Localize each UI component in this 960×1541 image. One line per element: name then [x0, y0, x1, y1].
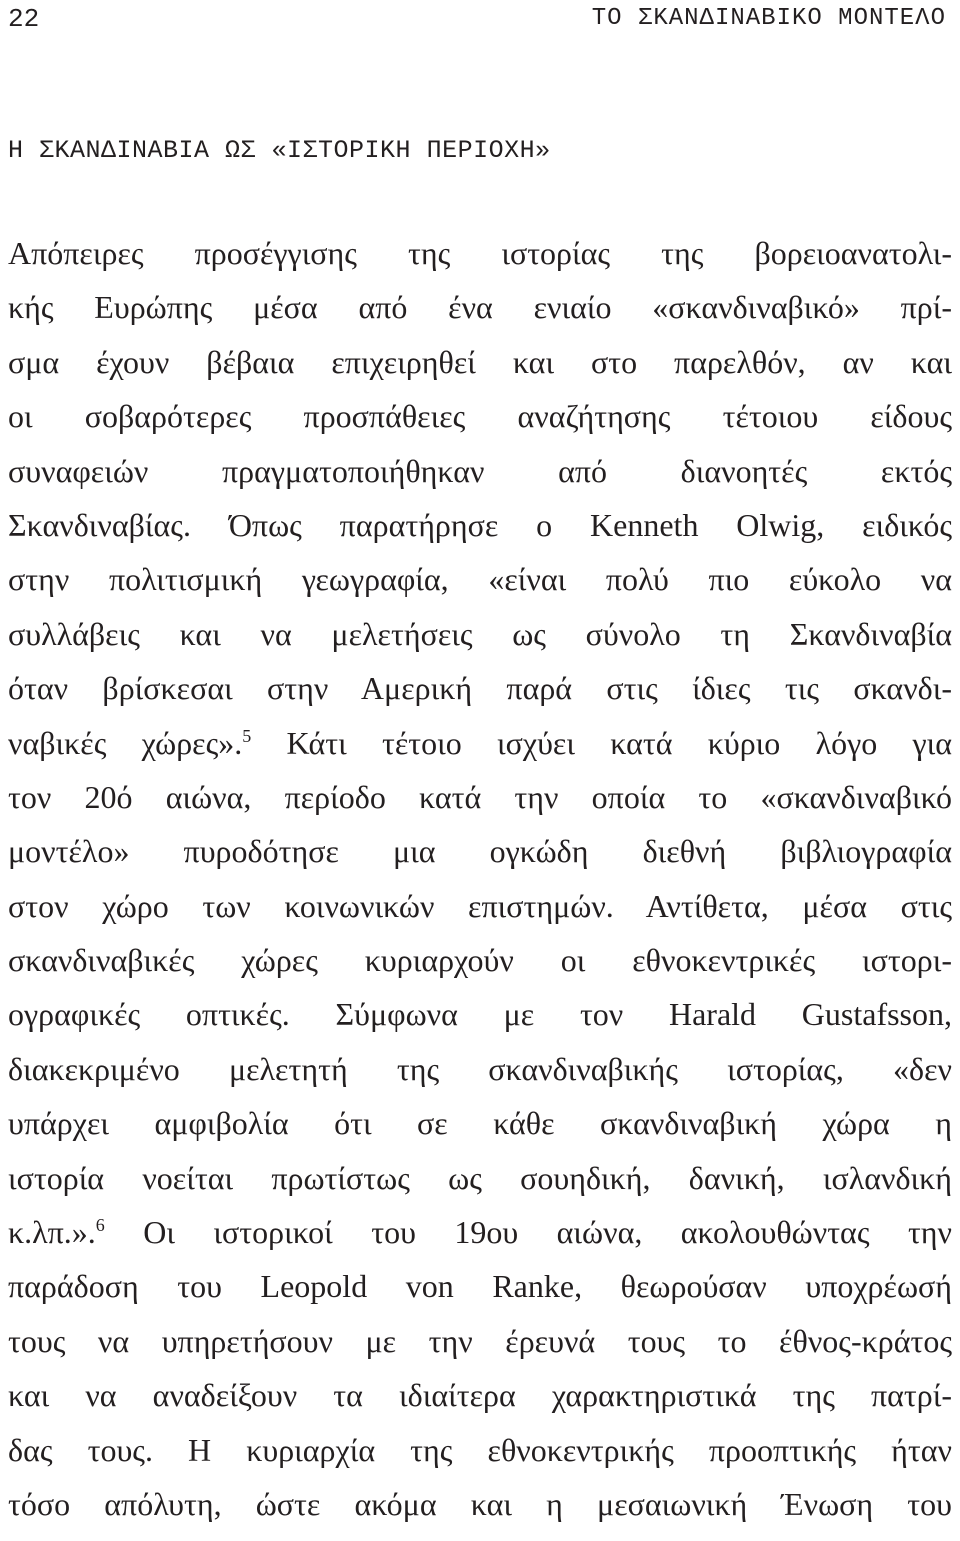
text-line: [8, 726, 952, 780]
body-paragraph: [8, 236, 952, 1541]
text-line: Σκανδιναβίας. Όπως παρατήρησε ο Kenneth Olwig, ειδικός: [8, 506, 952, 543]
text-line: συναφειών πραγματοποιήθηκαν από διανοητές εκτός: [8, 452, 952, 489]
text-line: τους να υπηρετήσουν με την έρευνά τους το έθνος-κράτος: [8, 1322, 952, 1359]
footnote-marker[interactable]: 6: [95, 1215, 105, 1236]
text-line: διακεκριμένο μελετητή της σκανδιναβικής ιστορίας, «δεν: [8, 1050, 952, 1087]
text-segment: Κάτι τέτοιο ισχύει κατά κύριο λόγο για: [251, 724, 953, 761]
text-line: παράδοση του Leopold von Ranke, θεωρούσαν υποχρέωσή: [8, 1268, 952, 1305]
text-line: δας τους. Η κυριαρχία της εθνοκεντρικής προοπτικής ήταν: [8, 1431, 952, 1468]
text-line: συλλάβεις και να μελετήσεις ως σύνολο τη Σκανδιναβία: [8, 615, 952, 652]
text-segment: ναβικές χώρες».: [8, 724, 243, 761]
text-line: κής Ευρώπης μέσα από ένα ενιαίο «σκανδιναβικό» πρί-: [8, 289, 952, 326]
text-line: και να αναδείξουν τα ιδιαίτερα χαρακτηριστικά της πατρί-: [8, 1377, 952, 1414]
running-head: ΤΟ ΣΚΑΝΔΙΝΑΒΙΚΟ ΜΟΝΤΕΛΟ: [591, 5, 946, 32]
text-line: ογραφικές οπτικές. Σύμφωνα με τον Harald Gustafsson,: [8, 996, 952, 1033]
text-line: [8, 1215, 952, 1269]
text-segment: κ.λπ.».: [8, 1214, 96, 1251]
page-number: 22: [8, 4, 40, 34]
text-line: τον 20ό αιώνα, περίοδο κατά την οποία το «σκανδιναβικό: [8, 778, 952, 815]
text-line: σκανδιναβικές χώρες κυριαρχούν οι εθνοκεντρικές ιστορι-: [8, 942, 952, 979]
footnote-marker[interactable]: 5: [242, 725, 252, 746]
text-line: τόσο απόλυτη, ώστε ακόμα και η μεσαιωνική Ένωση του: [8, 1485, 952, 1522]
text-line: όταν βρίσκεσαι στην Αμερική παρά στις ίδιες τις σκανδι-: [8, 670, 952, 707]
text-line: υπάρχει αμφιβολία ότι σε κάθε σκανδιναβική χώρα η: [8, 1105, 952, 1142]
text-line: στην πολιτισμική γεωγραφία, «είναι πολύ πιο εύκολο να: [8, 561, 952, 598]
text-line: μοντέλο» πυροδότησε μια ογκώδη διεθνή βιβλιογραφία: [8, 833, 952, 870]
text-line: Απόπειρες προσέγγισης της ιστορίας της βορειοανατολι-: [8, 235, 952, 271]
text-line: στον χώρο των κοινωνικών επιστημών. Αντίθετα, μέσα στις: [8, 887, 952, 924]
section-heading: Η ΣΚΑΝΔΙΝΑΒΙΑ ΩΣ «ΙΣΤΟΡΙΚΗ ΠΕΡΙΟΧΗ»: [8, 136, 551, 165]
text-segment: Οι ιστορικοί του 19ου αιώνα, ακολουθώντας την: [104, 1214, 952, 1251]
text-line: οι σοβαρότερες προσπάθειες αναζήτησης τέτοιου είδους: [8, 398, 952, 435]
text-line: σμα έχουν βέβαια επιχειρηθεί και στο παρελθόν, αν και: [8, 343, 952, 380]
text-line: ιστορία νοείται πρωτίστως ως σουηδική, δανική, ισλανδική: [8, 1159, 952, 1196]
